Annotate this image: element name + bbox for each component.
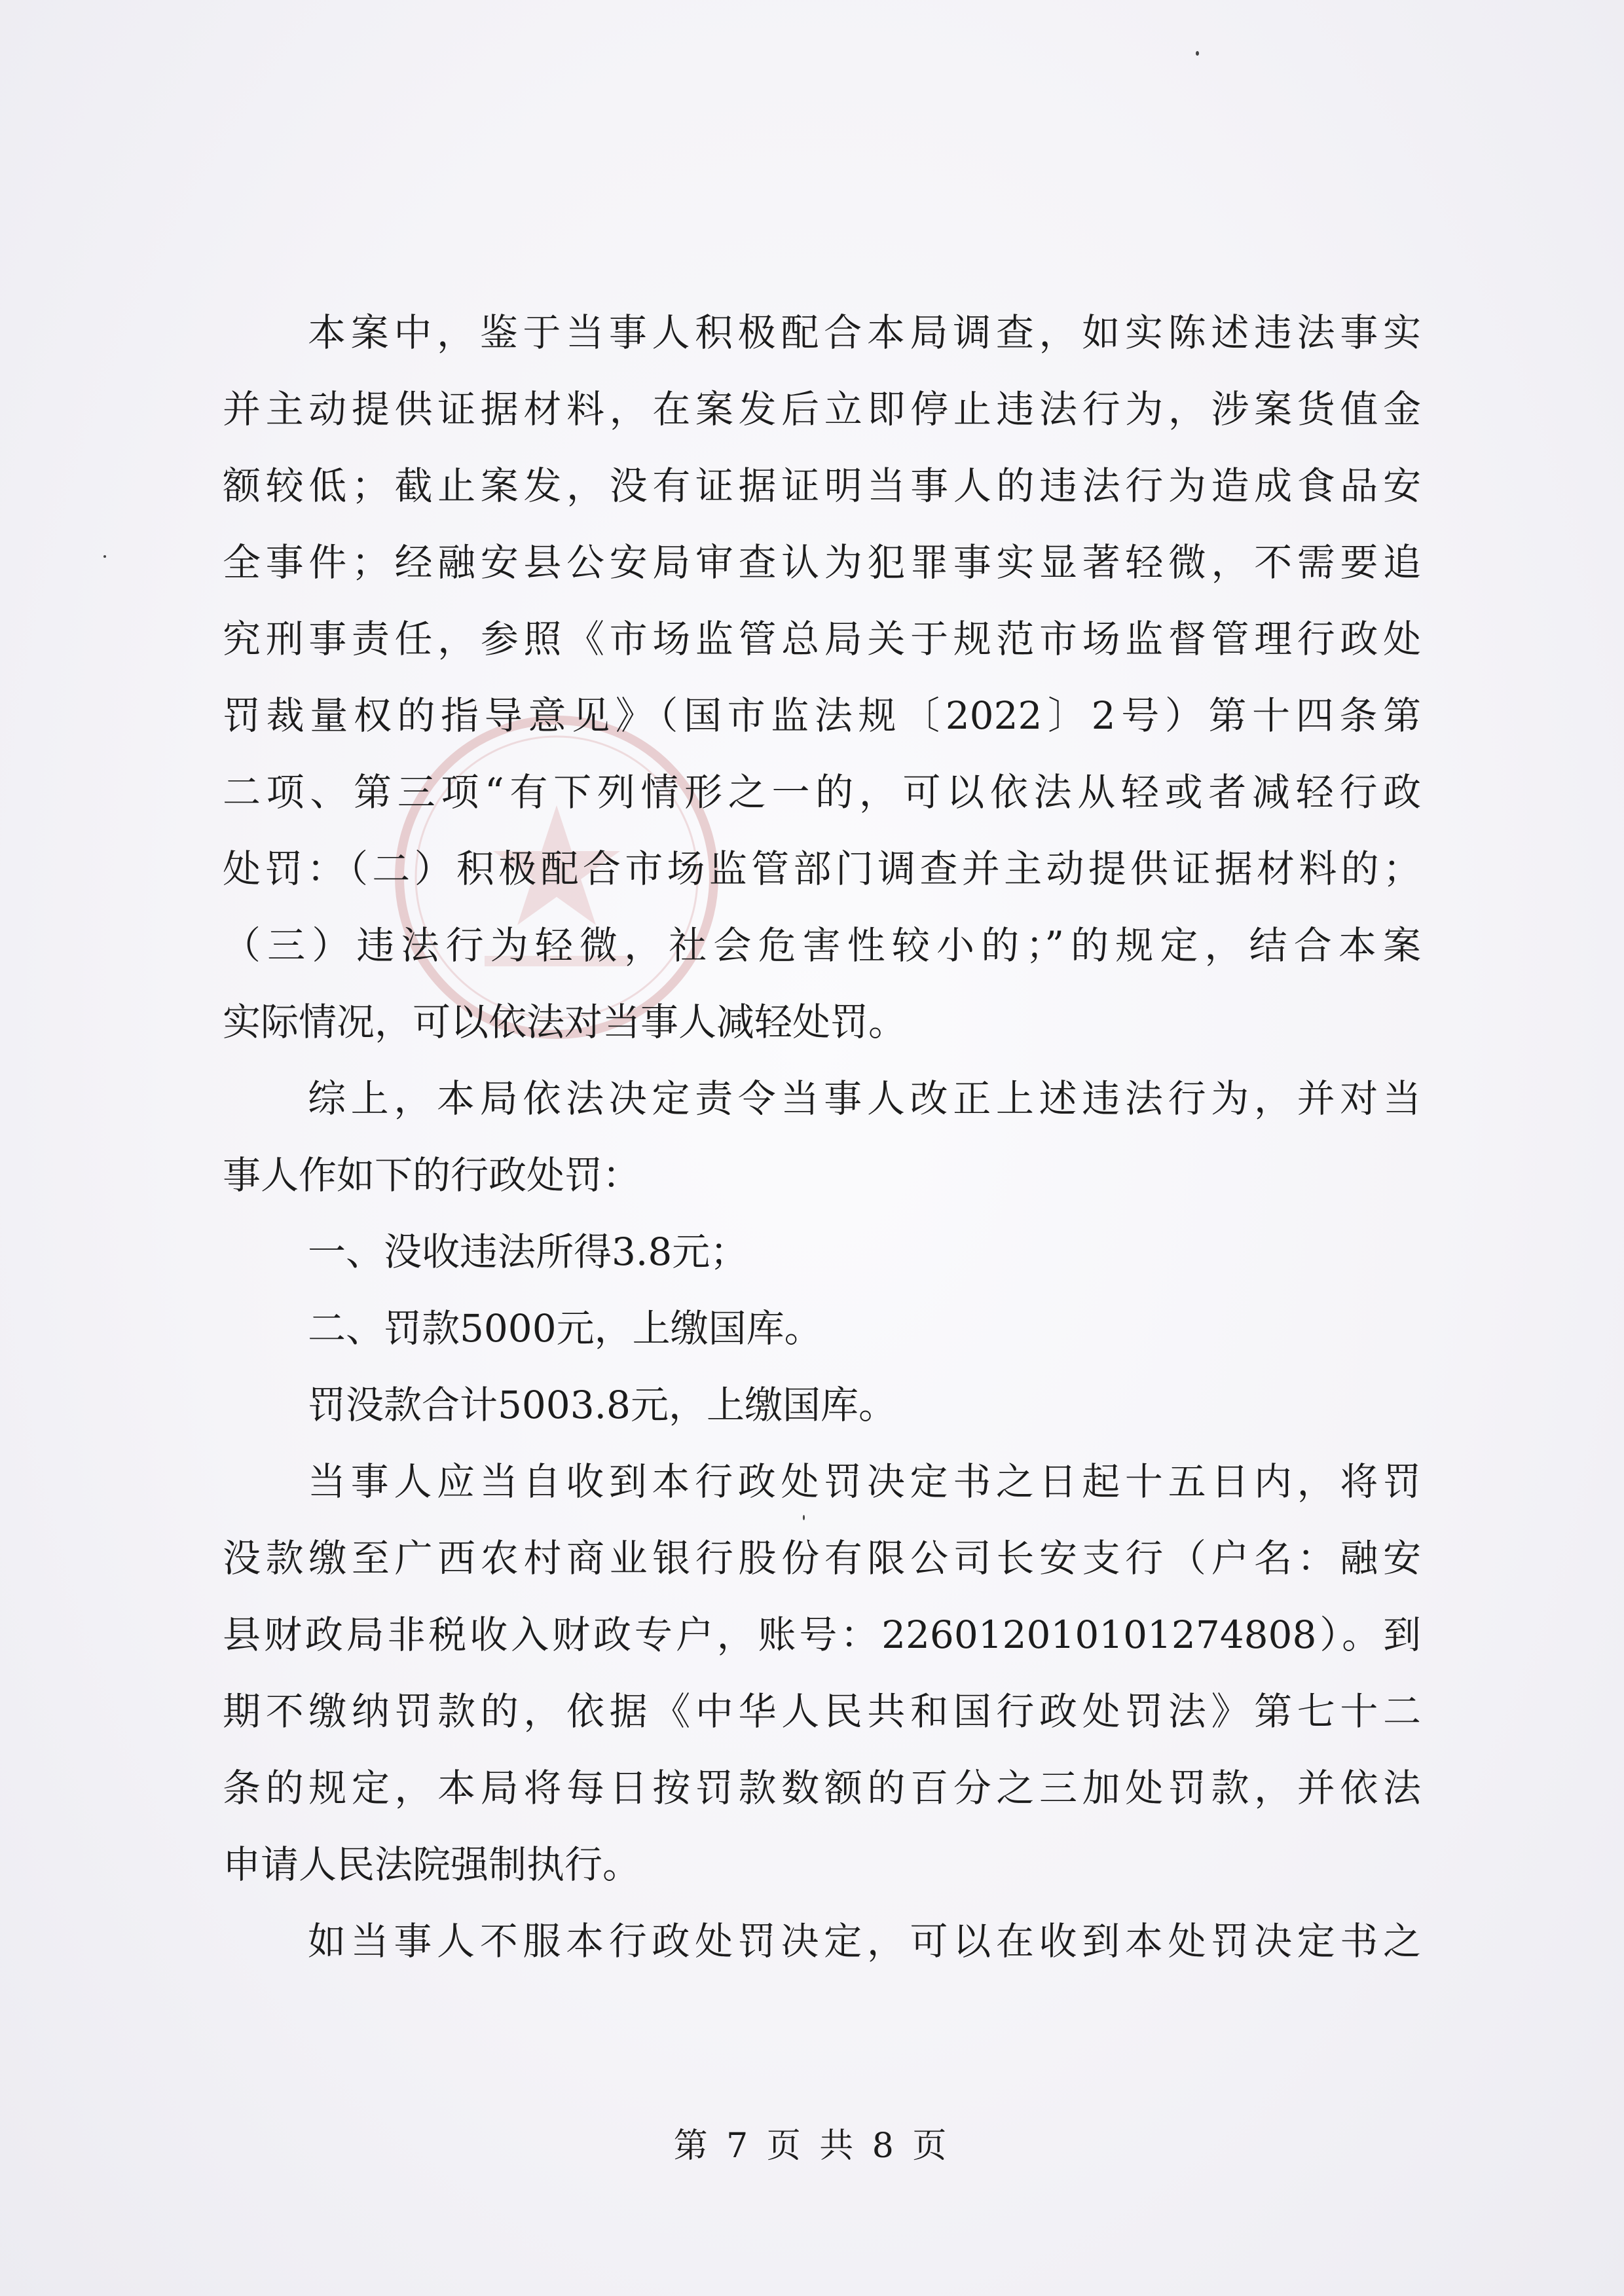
paragraph-line: 县财政局非税收入财政专户，账号：226012010101274808）。到 [223, 1613, 1421, 1657]
scan-speck [1196, 51, 1199, 56]
paragraph-line: 究刑事责任，参照《市场监管总局关于规范市场监督管理行政处 [223, 617, 1421, 661]
paragraph-line: 罚没款合计5003.8元，上缴国库。 [308, 1383, 896, 1427]
paragraph-line: 二项、第三项“有下列情形之一的，可以依法从轻或者减轻行政 [223, 770, 1421, 814]
list-item: 一、没收违法所得3.8元； [308, 1230, 748, 1274]
scan-speck [103, 555, 106, 558]
paragraph-line: 本案中，鉴于当事人积极配合本局调查，如实陈述违法事实 [308, 310, 1421, 355]
list-item: 二、罚款5000元，上缴国库。 [308, 1306, 822, 1351]
paragraph-line: 没款缴至广西农村商业银行股份有限公司长安支行（户名：融安 [223, 1536, 1421, 1580]
paragraph-line: 并主动提供证据材料，在案发后立即停止违法行为，涉案货值金 [223, 387, 1421, 431]
paragraph-line: 全事件；经融安县公安局审查认为犯罪事实显著轻微，不需要追 [223, 540, 1421, 585]
paragraph-line: 处罚：（二）积极配合市场监管部门调查并主动提供证据材料的； [223, 847, 1421, 891]
paragraph-line: 罚裁量权的指导意见》（国市监法规〔2022〕2号）第十四条第 [223, 693, 1421, 738]
paragraph-line: 事人作如下的行政处罚： [223, 1153, 641, 1197]
paragraph-line: 实际情况，可以依法对当事人减轻处罚。 [223, 1000, 907, 1044]
paragraph-line: 申请人民法院强制执行。 [223, 1842, 641, 1887]
page-number-footer: 第 7 页 共 8 页 [673, 2126, 951, 2166]
paragraph-line: 条的规定，本局将每日按罚款数额的百分之三加处罚款，并依法 [223, 1766, 1421, 1810]
paragraph-line: 如当事人不服本行政处罚决定，可以在收到本处罚决定书之 [308, 1919, 1421, 1963]
paragraph-line: 综上，本局依法决定责令当事人改正上述违法行为，并对当 [308, 1076, 1421, 1121]
paragraph-line: 额较低；截止案发，没有证据证明当事人的违法行为造成食品安 [223, 464, 1421, 508]
document-body [223, 295, 1421, 1980]
paragraph-line: （三）违法行为轻微，社会危害性较小的；”的规定，结合本案 [223, 923, 1421, 968]
paragraph-line: 当事人应当自收到本行政处罚决定书之日起十五日内，将罚 [308, 1459, 1421, 1504]
scan-speck [803, 1515, 805, 1520]
paragraph-line: 期不缴纳罚款的，依据《中华人民共和国行政处罚法》第七十二 [223, 1689, 1421, 1734]
